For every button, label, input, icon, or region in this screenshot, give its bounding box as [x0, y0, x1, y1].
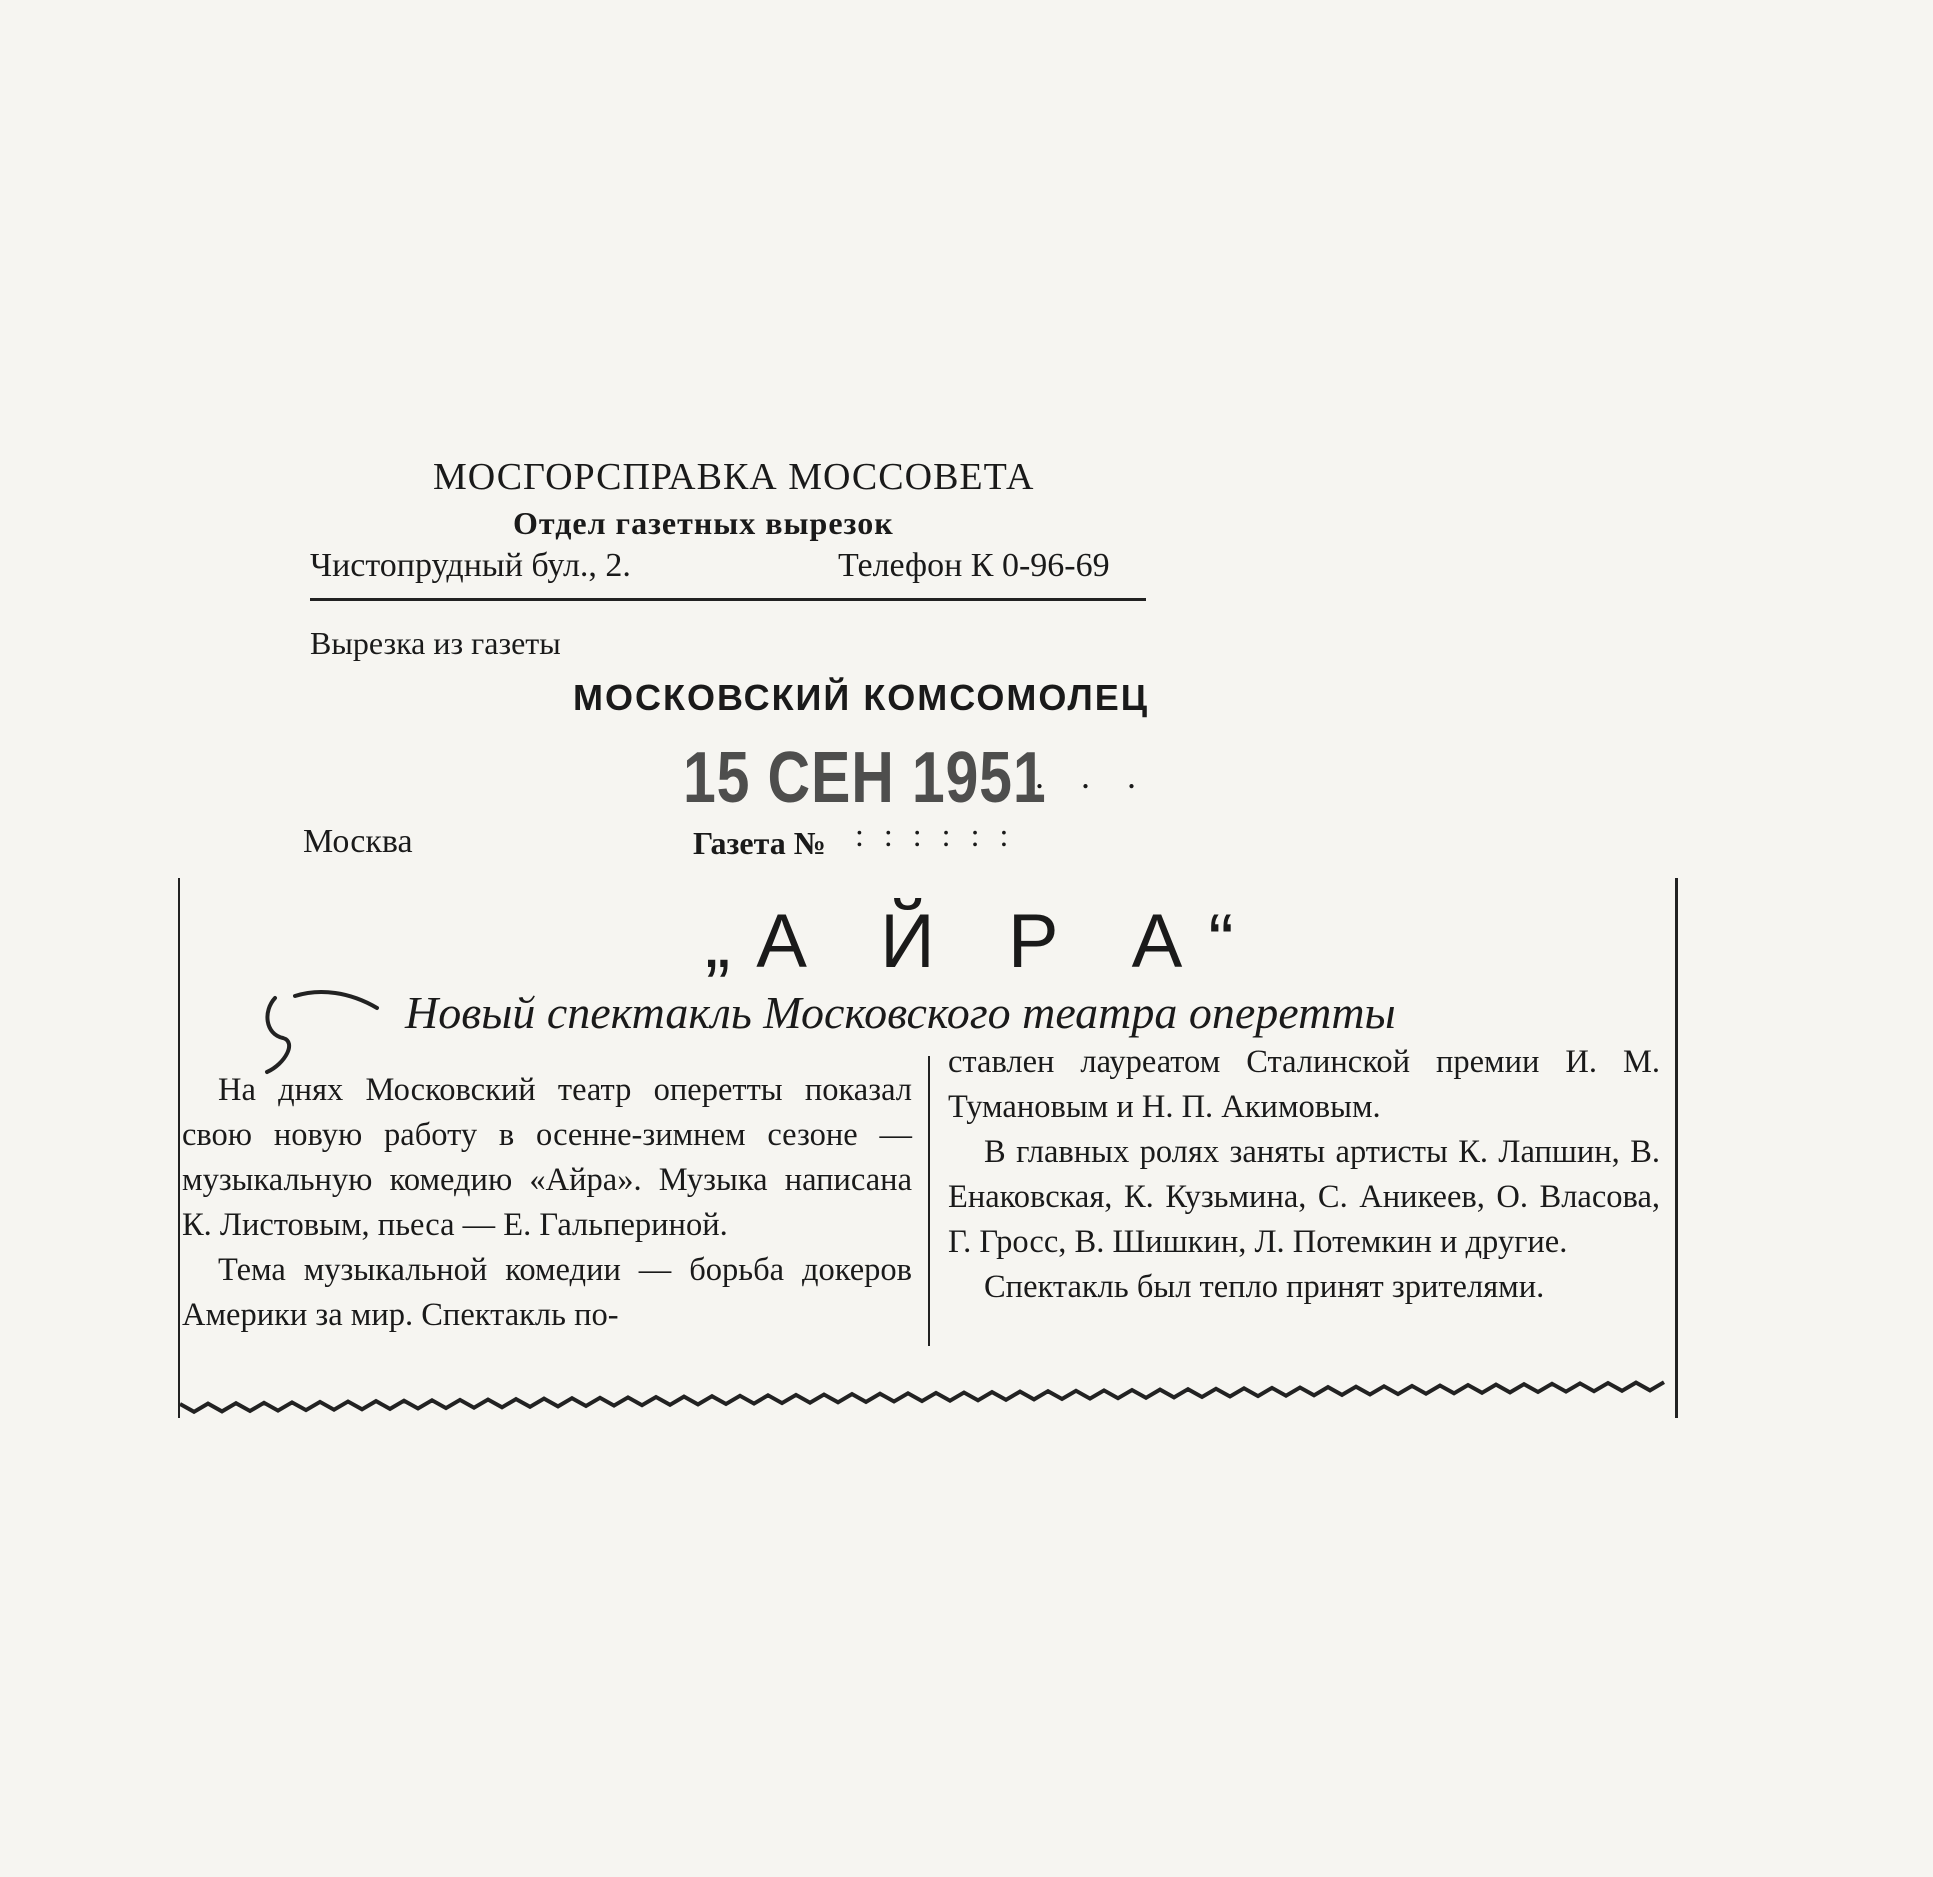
handwritten-mark-icon: [245, 986, 385, 1076]
phone-number: Телефон К 0-96-69: [838, 547, 1110, 584]
wavy-cut-edge: [180, 1378, 1675, 1418]
city: Москва: [303, 823, 413, 860]
department-name: Отдел газетных вырезок: [513, 505, 894, 541]
issue-label: Газета №: [693, 825, 826, 861]
header-divider: [310, 598, 1146, 601]
issue-dots: ::::::: [855, 817, 1029, 853]
newspaper-clipping: [178, 878, 1678, 1418]
newspaper-name: МОСКОВСКИЙ КОМСОМОЛЕЦ: [573, 677, 1150, 718]
paragraph: ставлен лауреатом Сталинской премии И. М. Тумановым и Н. П. Акимовым.: [948, 1044, 1660, 1125]
article-title: „А Й Р А“: [705, 899, 1260, 984]
column-divider: [928, 1056, 930, 1346]
clipping-label: Вырезка из газеты: [310, 625, 561, 661]
organization-name: МОСГОРСПРАВКА МОССОВЕТА: [433, 456, 1035, 498]
paragraph: В главных ролях заняты артисты К. Лапшин, В. Енаковская, К. Кузьмина, С. Аникеев, О. Власова, Г. Гросс, В. Шишкин, Л. Потемкин и другие.: [948, 1134, 1660, 1260]
article-subtitle: Новый спектакль Московского театра оперетты: [405, 987, 1396, 1038]
address: Чистопрудный бул., 2.: [310, 547, 631, 584]
article-right-column: [948, 1040, 1660, 1310]
paragraph: На днях Московский театр оперетты показал свою новую работу в осенне-зимнем сезоне — музыкальную комедию «Айра». Музыка написана К. Листовым, пьеса — Е. Гальпериной.: [182, 1072, 912, 1243]
date-dots: . . .: [1035, 756, 1150, 796]
article-left-column: [182, 1068, 912, 1338]
paragraph: Тема музыкальной комедии — борьба докеров Америки за мир. Спектакль по-: [182, 1252, 912, 1333]
paragraph: Спектакль был тепло принят зрителями.: [984, 1269, 1545, 1305]
date-stamp: 15 СЕН 1951: [683, 738, 1047, 818]
